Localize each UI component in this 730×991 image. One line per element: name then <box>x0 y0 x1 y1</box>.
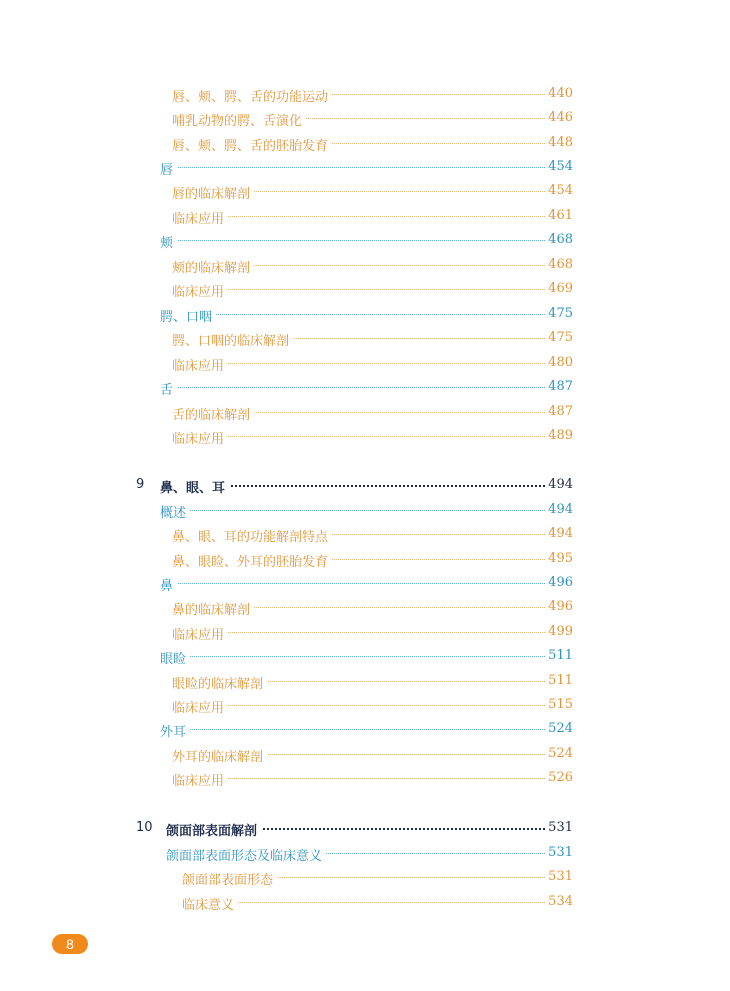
toc-page-number: 446 <box>545 110 573 125</box>
toc-title: 颌面部表面形态及临床意义 <box>166 845 326 864</box>
toc-entry[interactable] <box>0 547 730 571</box>
toc-entry[interactable] <box>0 277 730 301</box>
toc-page-number: 494 <box>545 526 573 541</box>
toc-page-number: 461 <box>545 208 573 223</box>
dot-leader <box>160 656 545 657</box>
toc-title: 颌面部表面解剖 <box>166 820 261 839</box>
toc-entry[interactable] <box>0 302 730 326</box>
dot-leader <box>160 387 545 388</box>
toc-entry[interactable] <box>0 644 730 668</box>
toc-title: 舌 <box>160 379 177 398</box>
toc-page-number: 534 <box>545 894 573 909</box>
toc-title: 鼻、眼、耳的功能解剖特点 <box>172 526 332 545</box>
toc-title: 唇、颊、腭、舌的胚胎发育 <box>172 135 332 154</box>
toc-entry[interactable] <box>0 669 730 693</box>
toc-title: 临床应用 <box>172 208 228 227</box>
toc-entry[interactable] <box>0 106 730 130</box>
toc-page-number: 487 <box>545 404 573 419</box>
toc-title: 临床应用 <box>172 770 228 789</box>
dot-leader <box>160 314 545 315</box>
toc-page-number: 495 <box>545 551 573 566</box>
toc-title: 颊 <box>160 232 177 251</box>
toc-title: 临床应用 <box>172 624 228 643</box>
toc-entry[interactable] <box>0 424 730 448</box>
toc-page-number: 499 <box>545 624 573 639</box>
toc-entry[interactable] <box>0 326 730 350</box>
dot-leader <box>160 510 545 511</box>
toc-page-number: 480 <box>545 355 573 370</box>
toc-title: 唇 <box>160 159 177 178</box>
toc-entry[interactable] <box>0 228 730 252</box>
toc-page-number: 526 <box>545 770 573 785</box>
toc-title: 临床应用 <box>172 281 228 300</box>
toc-title: 眼睑的临床解剖 <box>172 673 267 692</box>
toc-title: 临床应用 <box>172 355 228 374</box>
toc-title: 腭、口咽 <box>160 306 216 325</box>
toc-title: 临床应用 <box>172 428 228 447</box>
toc-entry[interactable] <box>0 253 730 277</box>
toc-page-number: 531 <box>545 869 573 884</box>
toc-chapter[interactable] <box>0 473 730 497</box>
toc-page-number: 524 <box>545 746 573 761</box>
toc-entry[interactable] <box>0 155 730 179</box>
toc-page-number: 511 <box>545 648 573 663</box>
toc-entry[interactable] <box>0 351 730 375</box>
toc-title: 临床意义 <box>182 894 238 913</box>
toc-page-number: 454 <box>545 183 573 198</box>
toc-entry[interactable] <box>0 717 730 741</box>
toc-title: 概述 <box>160 502 190 521</box>
toc-page-number: 494 <box>545 477 573 492</box>
toc-title: 临床应用 <box>172 697 228 716</box>
toc-title: 鼻、眼、耳 <box>160 477 229 496</box>
toc-entry[interactable] <box>0 693 730 717</box>
dot-leader <box>160 729 545 730</box>
toc-page-number: 448 <box>545 135 573 150</box>
toc-page-number: 496 <box>545 575 573 590</box>
toc-page-number: 468 <box>545 232 573 247</box>
toc-title: 唇的临床解剖 <box>172 183 254 202</box>
toc-title: 颌面部表面形态 <box>182 869 277 888</box>
dot-leader <box>160 583 545 584</box>
dot-leader <box>160 240 545 241</box>
toc-title: 舌的临床解剖 <box>172 404 254 423</box>
toc-page-number: 440 <box>545 86 573 101</box>
toc-title: 鼻的临床解剖 <box>172 599 254 618</box>
chapter-number: 9 <box>136 477 145 492</box>
toc-title: 唇、颊、腭、舌的功能运动 <box>172 86 332 105</box>
toc-entry[interactable] <box>0 841 730 865</box>
toc-entry[interactable] <box>0 498 730 522</box>
toc-entry[interactable] <box>0 595 730 619</box>
toc-page-number: 531 <box>545 820 573 835</box>
toc-page-number: 515 <box>545 697 573 712</box>
toc-title: 哺乳动物的腭、舌演化 <box>172 110 306 129</box>
toc-title: 颊的临床解剖 <box>172 257 254 276</box>
toc-page-number: 487 <box>545 379 573 394</box>
toc-entry[interactable] <box>0 400 730 424</box>
toc-entry[interactable] <box>0 375 730 399</box>
toc-page-number: 496 <box>545 599 573 614</box>
toc-page-number: 489 <box>545 428 573 443</box>
toc-entry[interactable] <box>0 742 730 766</box>
chapter-number: 10 <box>136 820 153 835</box>
toc-title: 眼睑 <box>160 648 190 667</box>
toc-title: 外耳 <box>160 721 190 740</box>
toc-title: 鼻、眼睑、外耳的胚胎发育 <box>172 551 332 570</box>
toc-page-number: 511 <box>545 673 573 688</box>
toc-entry[interactable] <box>0 204 730 228</box>
toc-entry[interactable] <box>0 131 730 155</box>
toc-entry[interactable] <box>0 571 730 595</box>
toc-entry[interactable] <box>0 766 730 790</box>
toc-chapter[interactable] <box>0 816 730 840</box>
toc-entry[interactable] <box>0 620 730 644</box>
toc-entry[interactable] <box>0 865 730 889</box>
toc-page-number: 468 <box>545 257 573 272</box>
toc-entry[interactable] <box>0 522 730 546</box>
toc-page-number: 475 <box>545 306 573 321</box>
page-number-badge: 8 <box>52 934 88 954</box>
toc-entry[interactable] <box>0 890 730 914</box>
dot-leader <box>160 167 545 168</box>
toc-page-number: 475 <box>545 330 573 345</box>
toc-entry[interactable] <box>0 179 730 203</box>
toc-entry[interactable] <box>0 82 730 106</box>
toc-title: 外耳的临床解剖 <box>172 746 267 765</box>
toc-page-number: 531 <box>545 845 573 860</box>
toc-title: 鼻 <box>160 575 177 594</box>
toc-page-number: 524 <box>545 721 573 736</box>
toc-page-number: 494 <box>545 502 573 517</box>
toc-page-number: 454 <box>545 159 573 174</box>
toc-page-number: 469 <box>545 281 573 296</box>
toc-title: 腭、口咽的临床解剖 <box>172 330 293 349</box>
